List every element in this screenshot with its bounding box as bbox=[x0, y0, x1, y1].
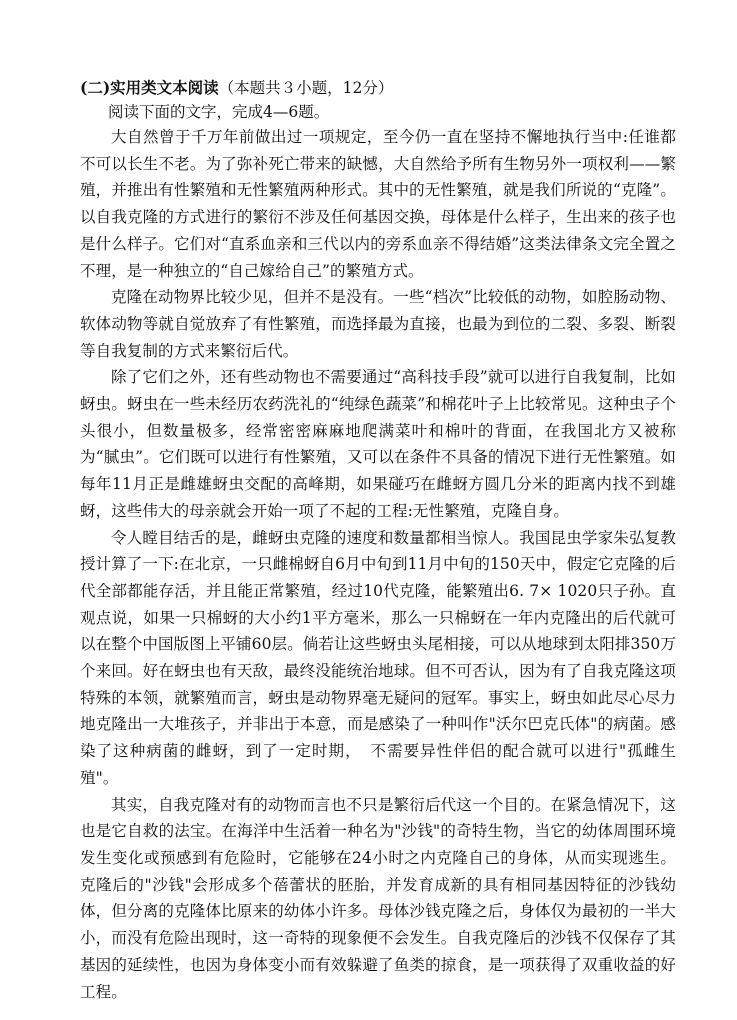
section-title: (二)实用类文本阅读 bbox=[80, 78, 219, 97]
paragraph-4: 令人瞠目结舌的是，雌蚜虫克隆的速度和数量都相当惊人。我国昆虫学家朱弘复教授计算了一下:在北京，一只雌棉蚜自6月中旬到11月中旬的150天中，假定它克隆的后代全部都能存活，并且能正常繁殖，经过10代克隆，能繁殖出6. 7× 1020只子孙。直观点说，如果一只棉蚜的大小约1平方毫米，那么一只棉蚜在一年内克隆出的后代就可以在整个中国版图上平铺60层。倘若让这些蚜虫头尾相接，可以从地球到太阳排350万个来回。好在蚜虫也有天敌，最终没能统治地球。但不可否认，因为有了自我克隆这项特殊的本领，就繁殖而言，蚜虫是动物界毫无疑问的冠军。事实上，蚜虫如此尽心尽力地克隆出一大堆孩子，并非出于本意，而是感染了一种叫作"沃尔巴克氏体"的病菌。感染了这种病菌的雌蚜，到了一定时期， 不需要异性伴侣的配合就可以进行"孤雌生殖"。 bbox=[80, 528, 676, 787]
paragraph-1: 大自然曾于千万年前做出过一项规定，至今仍一直在坚持不懈地执行当中:任谁都不可以长生不老。为了弥补死亡带来的缺憾，大自然给予所有生物另外一项权利——繁殖，并推出有性繁殖和无性繁殖两种形式。其中的无性繁殖，就是我们所说的“克隆”。以自我克隆的方式进行的繁衍不涉及任何基因交换，母体是什么样子，生出来的孩子也是什么样子。它们对“直系血亲和三代以内的旁系血亲不得结婚”这类法律条文完全置之不理，是一种独立的“自己嫁给自己”的繁殖方式。 bbox=[80, 128, 676, 280]
paragraph-2: 克隆在动物界比较少见，但并不是没有。一些“档次”比较低的动物，如腔肠动物、软体动物等就自觉放弃了有性繁殖，而选择最为直接，也最为到位的二裂、多裂、断裂等自我复制的方式来繁衍后代。 bbox=[80, 288, 676, 360]
section-note: （本题共３小题，12分） bbox=[218, 79, 394, 97]
article-body bbox=[80, 124, 676, 1005]
reading-instruction: 阅读下面的文字，完成4—6题。 bbox=[108, 103, 330, 121]
paragraph-5: 其实，自我克隆对有的动物而言也不只是繁衍后代这一个目的。在紧急情况下，这也是它自救的法宝。在海洋中生活着一种名为"沙钱"的奇特生物，当它的幼体周围环境发生变化或预感到有危险时，它能够在24小时之内克隆自己的身体，从而实现逃生。克隆后的"沙钱"会形成多个蓓蕾状的胚胎，并发育成新的具有相同基因特征的沙钱幼体，但分离的克隆体比原来的幼体小许多。母体沙钱克隆之后，身体仅为最初的一半大小，而没有危险出现时，这一奇特的现象便不会发生。自我克隆后的沙钱不仅保存了其基因的延续性，也因为身体变小而有效躲避了鱼类的掠食，是一项获得了双重收益的好工程。 bbox=[80, 795, 676, 1001]
paragraph-3: 除了它们之外，还有些动物也不需要通过“高科技手段”就可以进行自我复制，比如蚜虫。蚜虫在一些未经历农药洗礼的“纯绿色蔬菜”和棉花叶子上比较常见。这种虫子个头很小，但数量极多，经常密密麻麻地爬满菜叶和棉叶的背面，在我国北方又被称为“腻虫”。它们既可以进行有性繁殖，又可以在条件不具备的情况下进行无性繁殖。如每年11月正是雌雄蚜虫交配的高峰期，如果碰巧在雌蚜方圆几分米的距离内找不到雄蚜，这些伟大的母亲就会开始一项了不起的工程:无性繁殖，克隆自身。 bbox=[80, 368, 676, 520]
section-heading bbox=[80, 77, 680, 99]
